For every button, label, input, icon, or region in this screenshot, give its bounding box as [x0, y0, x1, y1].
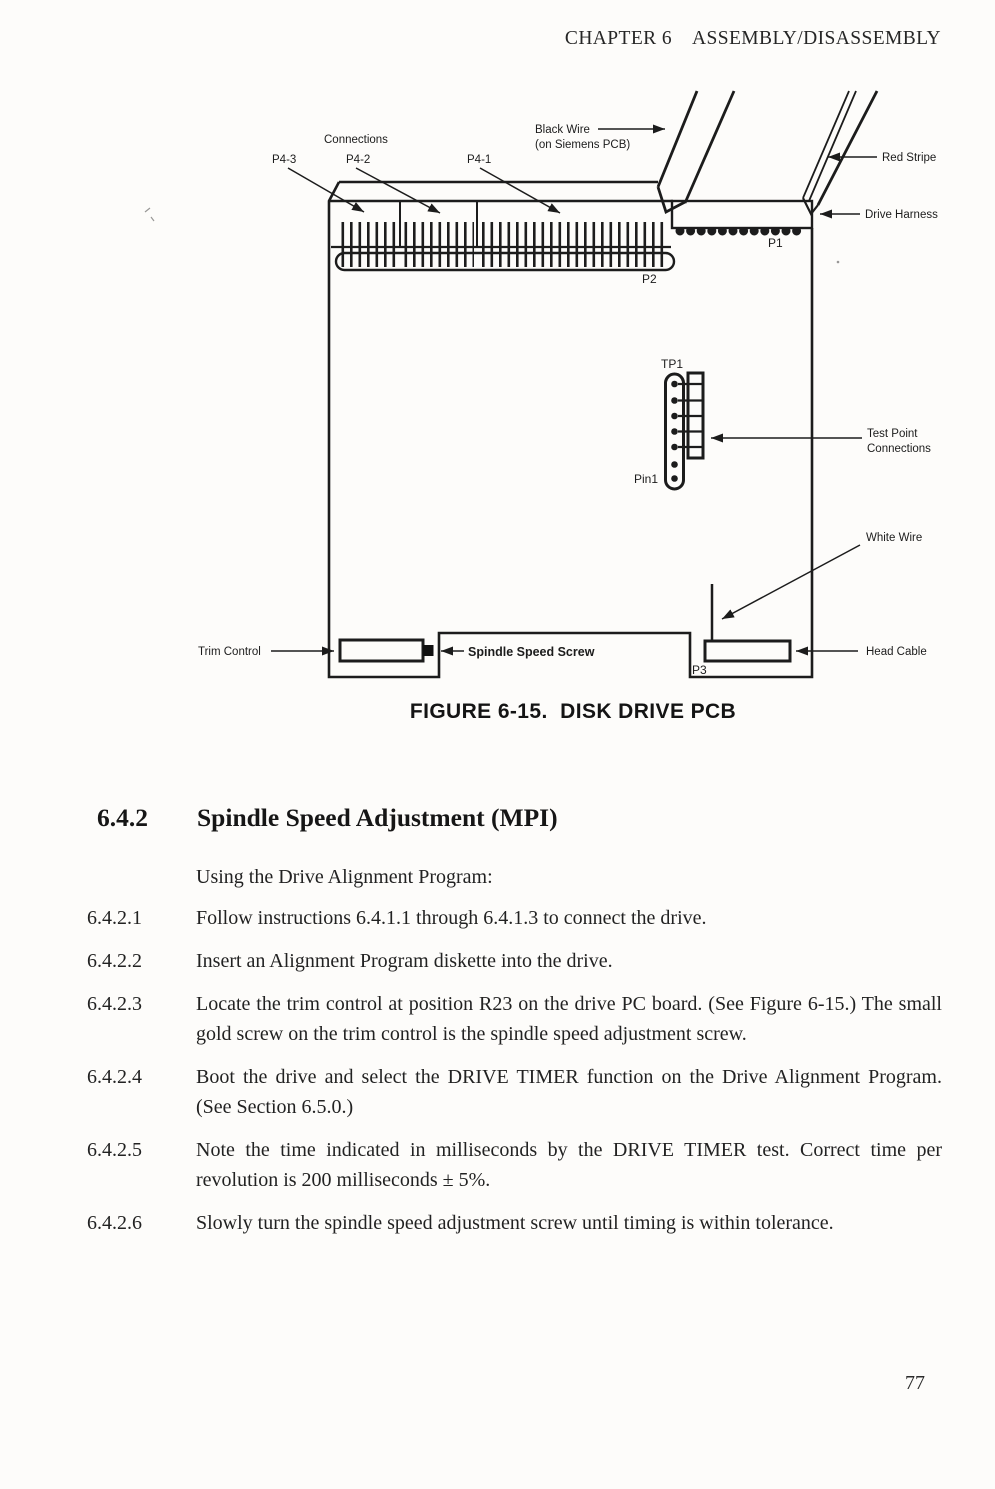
section-intro: Using the Drive Alignment Program: [196, 866, 493, 888]
head-cable-connector [705, 641, 790, 661]
list-item [87, 1208, 942, 1238]
label-head-cable: Head Cable [866, 646, 927, 658]
section-title: Spindle Speed Adjustment (MPI) [197, 803, 558, 832]
label-red-stripe: Red Stripe [882, 152, 937, 164]
label-p3: P3 [692, 663, 707, 677]
list-item [87, 903, 942, 933]
item-text: Insert an Alignment Program diskette into the drive. [196, 950, 613, 972]
procedure-list [87, 903, 942, 1251]
label-p4-2: P4-2 [346, 154, 371, 166]
list-item [87, 1062, 942, 1122]
disk-drive-pcb-diagram [0, 84, 995, 696]
label-drive-harness: Drive Harness [865, 209, 938, 221]
section-number: 6.4.2 [97, 803, 148, 832]
pcb-outline [329, 182, 812, 677]
list-item [87, 946, 942, 976]
page-number: 77 [905, 1372, 925, 1394]
label-p4-1: P4-1 [467, 154, 492, 166]
chapter-header: CHAPTER 6 ASSEMBLY/DISASSEMBLY [564, 28, 941, 49]
figure-caption: FIGURE 6-15. DISK DRIVE PCB [409, 700, 737, 723]
item-number: 6.4.2.6 [87, 1212, 142, 1234]
list-item [87, 1135, 942, 1195]
label-white-wire: White Wire [866, 532, 923, 544]
item-number: 6.4.2.5 [87, 1139, 142, 1161]
item-text: Locate the trim control at position R23 on the drive PC board. (See Figure 6-15.) The small gold screw on the trim control is the spindle speed adjustment screw. [196, 993, 942, 1045]
label-spindle-speed-screw: Spindle Speed Screw [468, 645, 595, 659]
tp1-test-points [666, 373, 704, 489]
label-pin1: Pin1 [634, 472, 659, 486]
label-connections: Connections [324, 134, 388, 146]
label-p4-3: P4-3 [272, 154, 297, 166]
item-text: Note the time indicated in milliseconds by the DRIVE TIMER test. Correct time per revolution is 200 milliseconds ± 5%. [196, 1139, 942, 1191]
label-p2: P2 [642, 272, 657, 286]
item-text: Follow instructions 6.4.1.1 through 6.4.1.3 to connect the drive. [196, 907, 707, 929]
spindle-speed-screw-head [423, 645, 434, 656]
label-test-point-2: Connections [867, 443, 931, 455]
label-p1: P1 [768, 236, 783, 250]
red-stripe-cable [803, 91, 877, 214]
section-heading [97, 803, 957, 833]
list-item [87, 989, 942, 1049]
p2-connector-bar [336, 253, 674, 270]
label-test-point-1: Test Point [867, 428, 918, 440]
item-number: 6.4.2.2 [87, 950, 142, 972]
item-number: 6.4.2.4 [87, 1066, 142, 1088]
drive-harness-connector [672, 201, 812, 228]
item-number: 6.4.2.1 [87, 907, 142, 929]
item-number: 6.4.2.3 [87, 993, 142, 1015]
trim-control-body [340, 640, 423, 661]
item-text: Boot the drive and select the DRIVE TIMER function on the Drive Alignment Program. (See Section 6.5.0.) [196, 1066, 942, 1118]
label-tp1: TP1 [661, 357, 684, 371]
label-black-wire-1: Black Wire [535, 124, 590, 136]
black-wire-cable [658, 91, 734, 212]
label-black-wire-2: (on Siemens PCB) [535, 139, 631, 151]
item-text: Slowly turn the spindle speed adjustment screw until timing is within tolerance. [196, 1212, 834, 1234]
label-trim-control: Trim Control [198, 646, 261, 658]
